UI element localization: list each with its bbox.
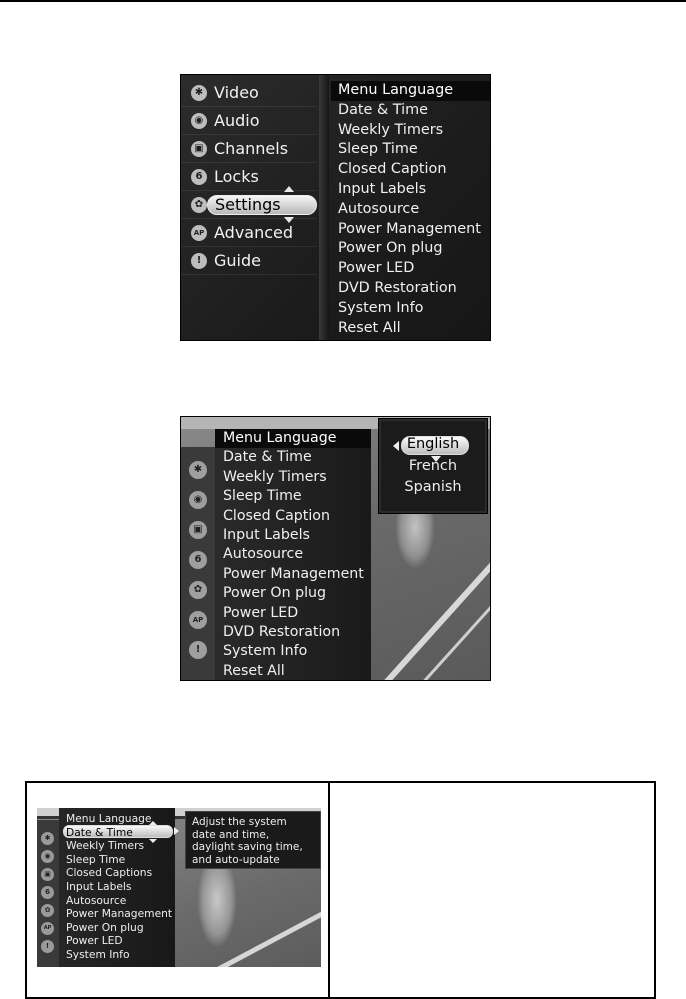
submenu-item-weekly-timers[interactable]: Weekly Timers — [338, 121, 444, 138]
language-options-box — [379, 419, 487, 513]
submenu-item-input-labels[interactable]: Input Labels — [338, 180, 427, 197]
main-item-video[interactable] — [181, 79, 317, 107]
submenu-item-power-on-plug[interactable]: Power On plug — [338, 240, 443, 257]
advanced-icon: AP — [189, 611, 207, 629]
submenu-item-power-on-plug[interactable]: Power On plug — [66, 920, 144, 934]
language-option-spanish[interactable]: Spanish — [404, 479, 462, 495]
channels-icon: ▣ — [41, 868, 54, 881]
main-item-settings[interactable] — [181, 191, 317, 219]
main-item-audio[interactable] — [181, 107, 317, 135]
help-tooltip — [185, 811, 321, 869]
tooltip-line: Adjust the system — [192, 816, 287, 828]
main-item-label: Settings — [215, 195, 281, 214]
settings-submenu — [59, 812, 175, 962]
audio-icon: ◉ — [41, 850, 54, 863]
submenu-item-sleep-time[interactable]: Sleep Time — [66, 852, 126, 866]
menu-divider — [319, 75, 329, 341]
submenu-item-autosource[interactable]: Autosource — [66, 893, 127, 907]
main-item-locks[interactable] — [181, 163, 317, 191]
video-icon: ✱ — [189, 461, 207, 479]
channels-icon: ▣ — [191, 141, 207, 157]
main-item-advanced[interactable] — [181, 219, 317, 247]
settings-icon: ✿ — [189, 581, 207, 599]
submenu-item-date-time[interactable]: Date & Time — [223, 449, 312, 466]
lock-icon: 6 — [41, 886, 54, 899]
submenu-item-dvd-restoration[interactable]: DVD Restoration — [223, 623, 341, 640]
submenu-item-power-management[interactable]: Power Management — [66, 907, 173, 921]
submenu-item-date-time[interactable]: Date & Time — [338, 101, 428, 118]
video-icon: ✱ — [191, 85, 207, 101]
settings-icon: ✿ — [41, 904, 54, 917]
tooltip-line: date and time, — [192, 828, 270, 841]
language-menu-screenshot — [180, 416, 491, 681]
info-table — [25, 781, 656, 999]
submenu-item-autosource[interactable]: Autosource — [223, 546, 304, 563]
submenu-item-power-management[interactable]: Power Management — [223, 565, 364, 582]
submenu-item-power-management[interactable]: Power Management — [338, 220, 481, 237]
submenu-item-input-labels[interactable]: Input Labels — [66, 879, 132, 893]
submenu-item-reset-all[interactable]: Reset All — [223, 662, 285, 679]
channels-icon: ▣ — [189, 521, 207, 539]
submenu-item-sleep-time[interactable]: Sleep Time — [338, 141, 418, 158]
submenu-item-system-info[interactable]: System Info — [66, 947, 130, 961]
submenu-item-power-led[interactable]: Power LED — [223, 604, 299, 621]
main-item-label: Advanced — [214, 223, 294, 242]
guide-icon: ! — [191, 253, 207, 269]
main-item-guide[interactable] — [181, 247, 317, 275]
submenu-item-system-info[interactable]: System Info — [338, 299, 424, 316]
submenu-item-power-on-plug[interactable]: Power On plug — [223, 585, 327, 602]
settings-menu-screenshot — [180, 74, 491, 341]
lock-icon: 6 — [191, 169, 207, 185]
video-icon: ✱ — [41, 832, 54, 845]
submenu-item-weekly-timers[interactable]: Weekly Timers — [66, 839, 145, 853]
icon-column — [181, 447, 215, 681]
submenu-item-menu-language[interactable]: Menu Language — [331, 81, 491, 101]
advanced-icon: AP — [191, 225, 207, 241]
main-item-label: Guide — [214, 251, 261, 270]
submenu-item-date-time[interactable]: Date & Time — [66, 825, 133, 839]
submenu-item-menu-language[interactable]: Menu Language — [215, 429, 371, 448]
submenu-item-power-led[interactable]: Power LED — [338, 260, 415, 277]
table-divider — [328, 783, 330, 997]
main-menu — [181, 79, 317, 275]
settings-icon: ✿ — [191, 197, 207, 213]
language-option-french[interactable]: French — [408, 458, 458, 474]
settings-submenu — [331, 81, 491, 338]
guide-icon: ! — [189, 641, 207, 659]
settings-submenu — [215, 429, 371, 681]
audio-icon: ◉ — [189, 491, 207, 509]
main-item-label: Audio — [214, 111, 260, 130]
main-item-label: Locks — [214, 167, 259, 186]
lock-icon: 6 — [189, 551, 207, 569]
submenu-item-closed-caption[interactable]: Closed Caption — [223, 507, 330, 524]
main-item-label: Channels — [214, 139, 289, 158]
submenu-item-weekly-timers[interactable]: Weekly Timers — [223, 468, 327, 485]
icon-column — [37, 820, 59, 967]
date-time-menu-screenshot — [37, 808, 321, 967]
submenu-item-closed-captions[interactable]: Closed Captions — [66, 866, 153, 880]
tooltip-line: daylight saving time, — [192, 841, 303, 853]
submenu-item-system-info[interactable]: System Info — [223, 643, 308, 660]
submenu-item-input-labels[interactable]: Input Labels — [223, 526, 310, 543]
submenu-item-power-led[interactable]: Power LED — [66, 934, 123, 948]
submenu-item-sleep-time[interactable]: Sleep Time — [223, 488, 302, 505]
submenu-item-dvd-restoration[interactable]: DVD Restoration — [338, 279, 457, 296]
submenu-item-closed-caption[interactable]: Closed Caption — [338, 161, 447, 178]
guide-icon: ! — [41, 940, 54, 953]
submenu-item-autosource[interactable]: Autosource — [338, 200, 420, 217]
main-item-label: Video — [214, 83, 259, 102]
tooltip-line: and auto-update — [192, 853, 280, 866]
main-item-channels[interactable] — [181, 135, 317, 163]
language-option-english[interactable]: English — [406, 436, 460, 452]
submenu-item-reset-all[interactable]: Reset All — [338, 319, 401, 336]
arrow-up-icon[interactable] — [284, 186, 294, 192]
submenu-item-menu-language[interactable]: Menu Language — [66, 812, 152, 825]
audio-icon: ◉ — [191, 113, 207, 129]
advanced-icon: AP — [41, 922, 54, 935]
top-rule — [0, 0, 686, 2]
player-image — [197, 868, 237, 948]
